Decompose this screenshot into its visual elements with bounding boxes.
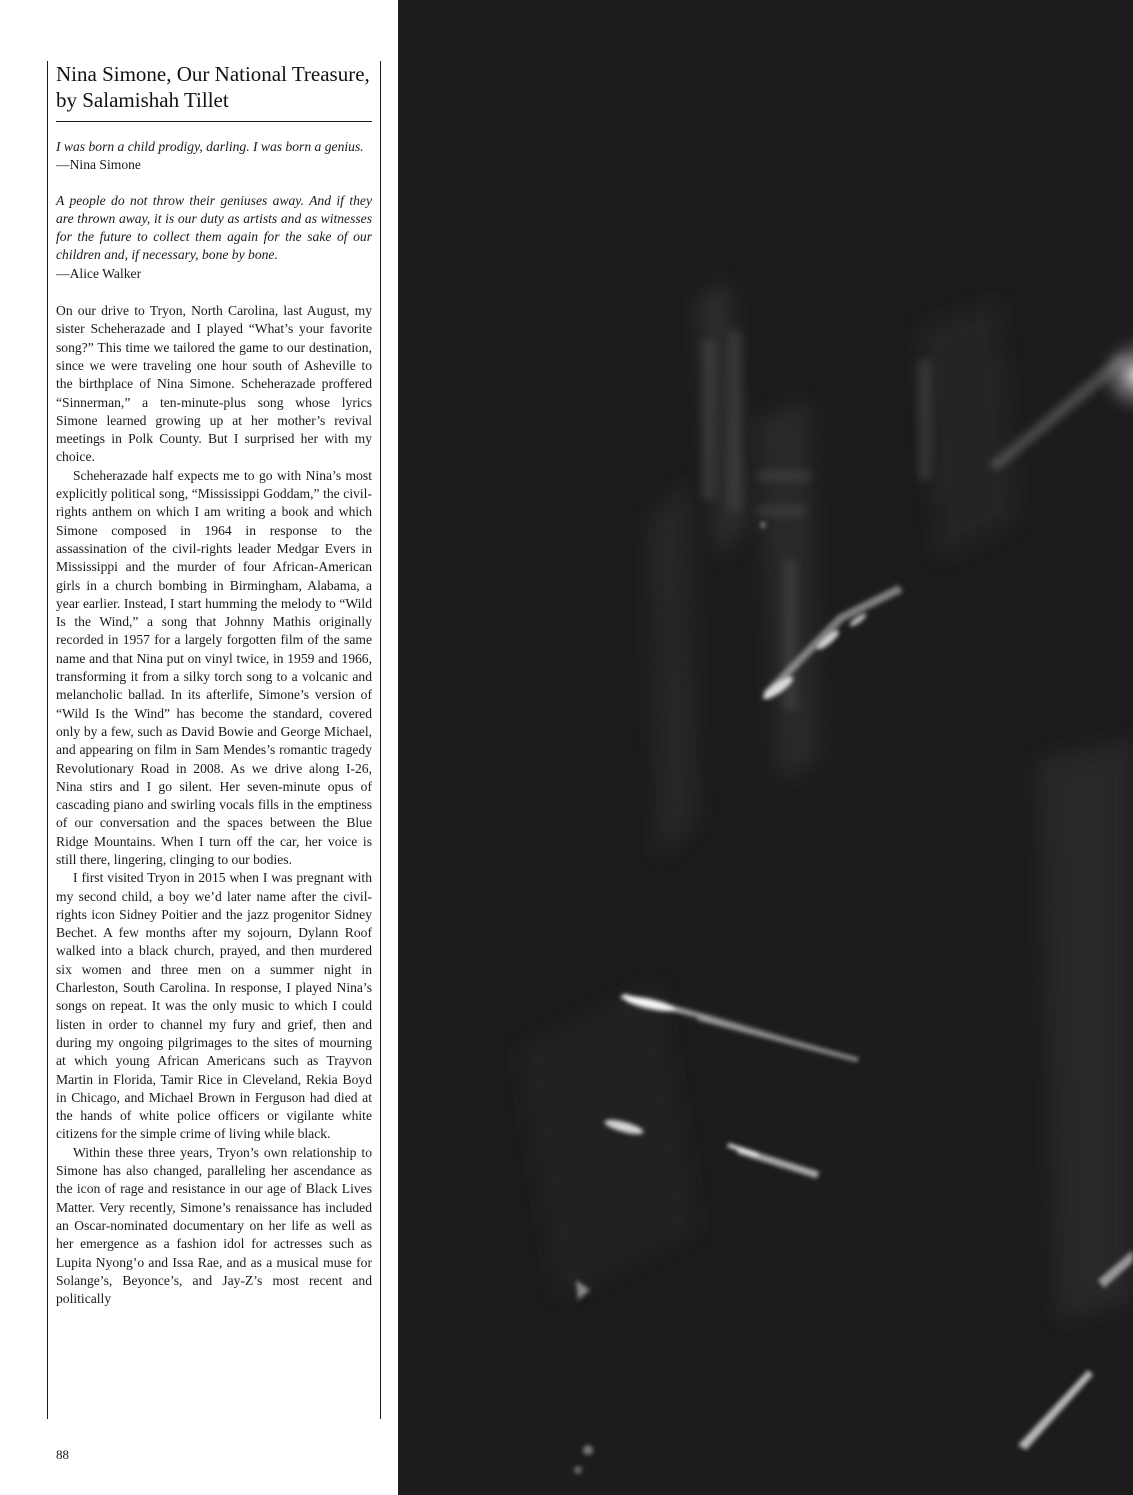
concert-photograph: [398, 0, 1133, 1495]
body-paragraph: On our drive to Tryon, North Carolina, last August, my sister Scheherazade and I played “What’s your favorite song?” This time we tailored the game to our destination, since we were traveling one hour south of Asheville to the birthplace of Nina Simone. Scheherazade proffered “Sinnerman,” a ten-minute-plus song whose lyrics Simone learned growing up at her mother’s revival meetings in Polk County. But I surprised her with my choice.: [56, 303, 372, 465]
epigraph: [56, 138, 372, 175]
epigraph-quote: A people do not throw their geniuses away. And if they are thrown away, it is our duty as artists and as witnesses for the future to collect them again for the sake of our children and, if necessary, bone by bone.: [56, 192, 372, 263]
article-title: Nina Simone, Our National Treasure, by Salamishah Tillet: [56, 61, 372, 122]
article-body: [56, 302, 372, 1308]
epigraph-attribution: —Nina Simone: [56, 157, 141, 173]
photograph-image: [398, 0, 1133, 1495]
page-number: 88: [56, 1447, 69, 1462]
body-paragraph: I first visited Tryon in 2015 when I was pregnant with my second child, a boy we’d later name after the civil-rights icon Sidney Poitier and the jazz progenitor Sidney Bechet. A few months after my sojourn, Dylann Roof walked into a black church, prayed, and then murdered six women and three men on a summer night in Charleston, South Carolina. In response, I played Nina’s songs on repeat. It was the only music to which I could listen in order to channel my fury and grief, then and during my ongoing pilgrimages to the sites of mourning at which young African Americans such as Trayvon Martin in Florida, Tamir Rice in Cleveland, Rekia Boyd in Chicago, and Michael Brown in Ferguson had died at the hands of white police officers or vigilante white citizens for the simple crime of living while black.: [56, 870, 372, 1142]
body-paragraph: Scheherazade half expects me to go with Nina’s most explicitly political song, “Mississippi Goddam,” the civil-rights anthem on which I am writing a book and which Simone composed in 1964 in response to the assassination of the civil-rights leader Medgar Evers in Mississippi and the murder of four African-American girls in a church bombing in Birmingham, Alabama, a year earlier. Instead, I start humming the melody to “Wild Is the Wind,” a song that Johnny Mathis originally recorded in 1957 for a largely forgotten film of the same name and that Nina put on vinyl twice, in 1959 and 1966, transforming it from a silky torch song to a volcanic and melancholic ballad. In its afterlife, Simone’s version of “Wild Is the Wind” has become the standard, covered only by a few, such as David Bowie and George Michael, and appearing on film in Sam Mendes’s romantic tragedy Revolutionary Road in 2008. As we drive along I-26, Nina stirs and I go silent. Her seven-minute opus of cascading piano and swirling vocals fills in the emptiness of our conversation and the spaces between the Blue Ridge Mountains. When I turn off the car, her voice is still there, lingering, clinging to our bodies.: [56, 467, 372, 867]
epigraph-attribution: —Alice Walker: [56, 265, 142, 281]
epigraph-quote: I was born a child prodigy, darling. I was born a genius.: [56, 139, 364, 154]
article-column: [47, 61, 381, 1419]
body-paragraph: Within these three years, Tryon’s own relationship to Simone has also changed, paralleling her ascendance as the icon of rage and resistance in our age of Black Lives Matter. Very recently, Simone’s renaissance has included an Oscar-nominated documentary on her life as well as her emergence as a fashion idol for actresses such as Lupita Nyong’o and Issa Rae, and as a musical muse for Solange’s, Beyonce’s, and Jay-Z’s most recent and politically: [56, 1144, 372, 1307]
epigraph: [56, 192, 372, 283]
